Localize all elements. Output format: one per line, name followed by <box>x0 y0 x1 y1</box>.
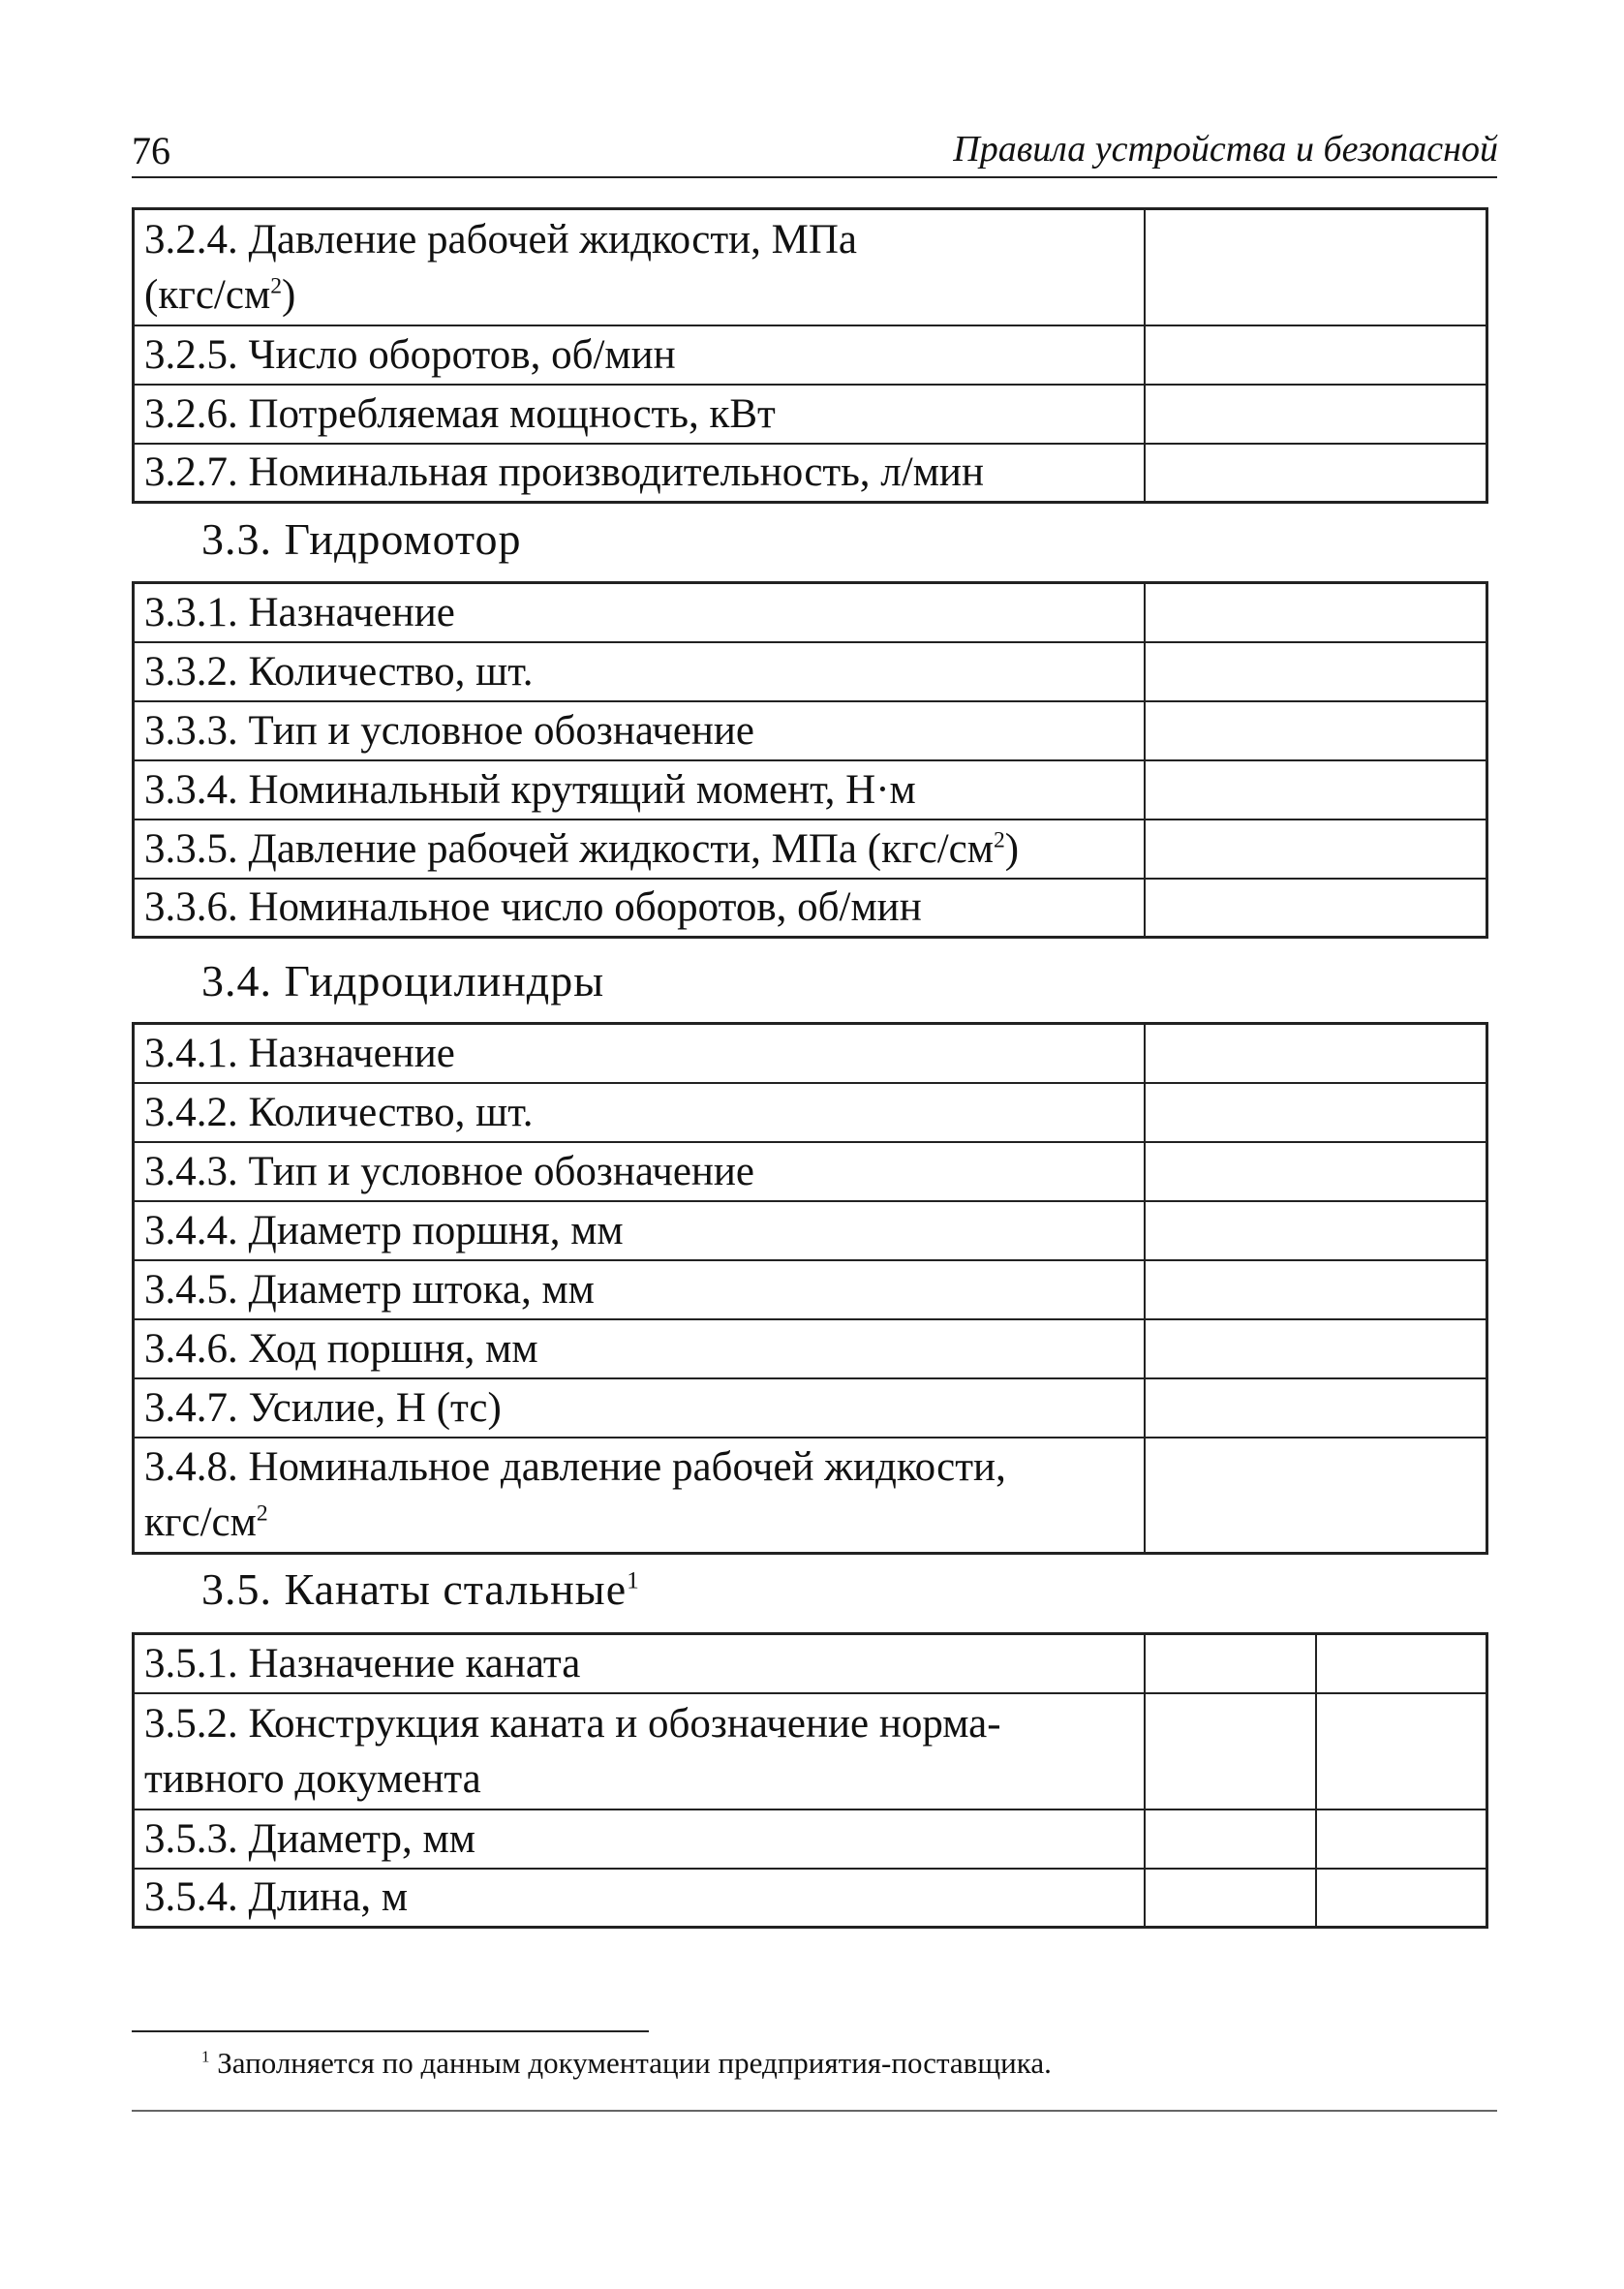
table-row <box>134 760 1487 820</box>
table-cell-label <box>134 1142 1145 1201</box>
table-row <box>134 325 1487 385</box>
table-cell-value[interactable] <box>1145 1693 1316 1810</box>
table-row <box>134 879 1487 938</box>
table-cell-label <box>134 325 1145 385</box>
table-row <box>134 444 1487 503</box>
table-cell-value[interactable] <box>1145 1201 1487 1260</box>
header-rule <box>132 176 1497 178</box>
table-row <box>134 385 1487 444</box>
row-label: 3.5.1. Назначение каната <box>144 1640 581 1686</box>
row-label: 3.3.3. Тип и условное обозначение <box>144 707 755 754</box>
row-label: 3.4.6. Ход поршня, мм <box>144 1325 538 1372</box>
table-cell-label <box>134 1201 1145 1260</box>
table-cell-value[interactable] <box>1145 1438 1487 1554</box>
table-row <box>134 1634 1487 1693</box>
table-cell-label <box>134 1024 1145 1083</box>
row-label: 3.3.5. Давление рабочей жидкости, МПа (кгс/см <box>144 825 994 872</box>
table-cell-value[interactable] <box>1145 1319 1487 1378</box>
table-cell-label <box>134 1869 1145 1928</box>
table-row <box>134 1142 1487 1201</box>
table-cell-value[interactable] <box>1145 1024 1487 1083</box>
table-cell-value[interactable] <box>1145 1634 1316 1693</box>
row-label: 3.2.6. Потребляемая мощность, кВт <box>144 390 776 437</box>
row-label: 3.4.1. Назначение <box>144 1030 455 1076</box>
table-cell-label <box>134 760 1145 820</box>
table-cell-label <box>134 583 1145 642</box>
running-title: Правила устройства и безопасной <box>953 129 1498 170</box>
row-label: 3.3.4. Номинальный крутящий момент, Н·м <box>144 766 916 813</box>
table-cell-value[interactable] <box>1145 642 1487 701</box>
row-label-continuation: тивного документа <box>144 1755 481 1802</box>
table-cell-value[interactable] <box>1316 1693 1487 1810</box>
table-cell-label <box>134 209 1145 325</box>
table-row <box>134 701 1487 760</box>
cylinders-spec-table <box>132 1022 1488 1555</box>
motor-spec-table <box>132 581 1488 939</box>
table-row <box>134 1438 1487 1554</box>
bottom-rule <box>132 2110 1497 2112</box>
row-label: 3.2.5. Число оборотов, об/мин <box>144 331 676 378</box>
table-row <box>134 1810 1487 1869</box>
table-cell-label <box>134 1260 1145 1319</box>
table-cell-value[interactable] <box>1145 385 1487 444</box>
footnote-reference: 1 <box>627 1566 640 1594</box>
table-cell-label <box>134 1810 1145 1869</box>
table-cell-value[interactable] <box>1145 1869 1316 1928</box>
table-cell-value[interactable] <box>1145 209 1487 325</box>
table-cell-value[interactable] <box>1145 583 1487 642</box>
table-cell-label <box>134 1693 1145 1810</box>
table-row <box>134 642 1487 701</box>
row-label: 3.5.4. Длина, м <box>144 1874 409 1921</box>
footnote-rule <box>132 2030 649 2032</box>
table-cell-label <box>134 879 1145 938</box>
row-label: 3.2.7. Номинальная производительность, л/мин <box>144 449 984 496</box>
row-label: 3.3.2. Количество, шт. <box>144 648 534 695</box>
table-cell-value[interactable] <box>1145 1260 1487 1319</box>
table-row <box>134 1378 1487 1438</box>
row-label: 3.3.6. Номинальное число оборотов, об/мин <box>144 884 922 931</box>
table-cell-value[interactable] <box>1145 1142 1487 1201</box>
table-cell-value[interactable] <box>1145 1378 1487 1438</box>
table-row <box>134 209 1487 325</box>
table-cell-label <box>134 1083 1145 1142</box>
section-title-motor: 3.3. Гидромотор <box>201 514 522 564</box>
row-label-closing: ) <box>282 271 296 318</box>
table-cell-value[interactable] <box>1145 879 1487 938</box>
pump-spec-table <box>132 207 1488 504</box>
row-label: 3.2.4. Давление рабочей жидкости, МПа <box>144 216 858 263</box>
table-cell-value[interactable] <box>1145 1810 1316 1869</box>
section-title-text: 3.5. Канаты стальные <box>201 1564 628 1614</box>
table-row <box>134 1083 1487 1142</box>
row-label: 3.5.2. Конструкция каната и обозначение норма- <box>144 1700 1001 1747</box>
row-label: 3.4.7. Усилие, Н (тс) <box>144 1384 502 1431</box>
table-cell-value[interactable] <box>1145 701 1487 760</box>
table-cell-value[interactable] <box>1145 820 1487 879</box>
table-cell-label <box>134 642 1145 701</box>
row-label-closing: ) <box>1004 825 1020 872</box>
table-cell-label <box>134 701 1145 760</box>
superscript: 2 <box>993 827 1005 853</box>
table-cell-label <box>134 1438 1145 1554</box>
table-row <box>134 1260 1487 1319</box>
ropes-spec-table <box>132 1632 1488 1929</box>
footnote-marker: 1 <box>201 2047 210 2066</box>
table-cell-value[interactable] <box>1316 1810 1487 1869</box>
table-row <box>134 1869 1487 1928</box>
table-cell-label <box>134 444 1145 503</box>
row-label: 3.4.5. Диаметр штока, мм <box>144 1266 595 1313</box>
table-cell-value[interactable] <box>1145 444 1487 503</box>
section-title-cylinders: 3.4. Гидроцилиндры <box>201 956 605 1005</box>
table-cell-label <box>134 385 1145 444</box>
table-cell-value[interactable] <box>1316 1634 1487 1693</box>
table-row <box>134 1319 1487 1378</box>
row-label: 3.4.4. Диаметр поршня, мм <box>144 1207 624 1253</box>
row-label: 3.4.8. Номинальное давление рабочей жидкости, <box>144 1444 1006 1491</box>
table-cell-label <box>134 1319 1145 1378</box>
table-cell-value[interactable] <box>1145 760 1487 820</box>
table-cell-label <box>134 1378 1145 1438</box>
row-label-continuation: (кгс/см <box>144 271 271 318</box>
page-number: 76 <box>132 129 170 172</box>
table-row <box>134 1693 1487 1810</box>
superscript: 2 <box>270 273 283 299</box>
superscript: 2 <box>256 1500 268 1527</box>
table-cell-value[interactable] <box>1145 1083 1487 1142</box>
row-label: 3.4.3. Тип и условное обозначение <box>144 1148 755 1194</box>
table-row <box>134 820 1487 879</box>
row-label: 3.4.2. Количество, шт. <box>144 1089 534 1135</box>
table-cell-label <box>134 820 1145 879</box>
footnote <box>201 2044 1052 2083</box>
row-label-continuation: кгс/см <box>144 1500 257 1546</box>
footnote-text: Заполняется по данным документации предприятия-поставщика. <box>217 2046 1052 2080</box>
table-cell-value[interactable] <box>1316 1869 1487 1928</box>
table-row <box>134 1201 1487 1260</box>
row-label: 3.3.1. Назначение <box>144 589 455 635</box>
table-cell-label <box>134 1634 1145 1693</box>
table-row <box>134 1024 1487 1083</box>
table-cell-value[interactable] <box>1145 325 1487 385</box>
row-label: 3.5.3. Диаметр, мм <box>144 1815 475 1862</box>
table-row <box>134 583 1487 642</box>
section-title-ropes <box>201 1562 640 1617</box>
